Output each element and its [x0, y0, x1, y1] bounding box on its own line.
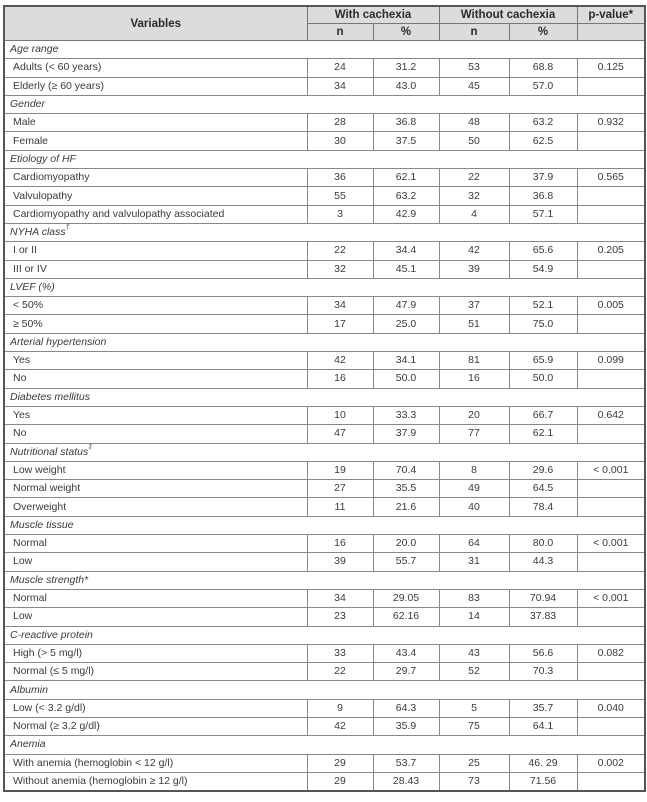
- cell-pvalue: 0.642: [577, 406, 645, 424]
- group-title-text: LVEF (%): [10, 281, 55, 293]
- group-row-anemia: [4, 736, 645, 754]
- table-row: [4, 406, 645, 424]
- row-label: Low weight: [4, 461, 307, 479]
- cell-n-without: 75: [439, 717, 509, 735]
- cell-n-without: 49: [439, 480, 509, 498]
- cell-n-with: 47: [307, 425, 373, 443]
- cell-n-without: 52: [439, 663, 509, 681]
- cell-pct-with: 34.4: [373, 242, 439, 260]
- cell-pct-without: 66.7: [509, 406, 577, 424]
- cell-pct-without: 44.3: [509, 553, 577, 571]
- row-label: Overweight: [4, 498, 307, 516]
- row-label: < 50%: [4, 297, 307, 315]
- table-row: [4, 535, 645, 553]
- cell-n-with: 3: [307, 205, 373, 223]
- cell-pct-with: 20.0: [373, 535, 439, 553]
- cell-pct-with: 45.1: [373, 260, 439, 278]
- cell-pct-without: 78.4: [509, 498, 577, 516]
- group-title: [4, 150, 645, 168]
- cell-n-without: 64: [439, 535, 509, 553]
- cell-pct-without: 56.6: [509, 644, 577, 662]
- cell-pct-with: 63.2: [373, 187, 439, 205]
- row-label: Male: [4, 114, 307, 132]
- cell-pvalue: 0.040: [577, 699, 645, 717]
- cell-pct-with: 21.6: [373, 498, 439, 516]
- row-label: Cardiomyopathy and valvulopathy associated: [4, 205, 307, 223]
- table-row: [4, 169, 645, 187]
- footnote-marker: ‡: [88, 443, 93, 451]
- group-title: [4, 736, 645, 754]
- cell-n-with: 36: [307, 169, 373, 187]
- cell-n-without: 53: [439, 59, 509, 77]
- cell-pct-with: 36.8: [373, 114, 439, 132]
- cell-pct-without: 63.2: [509, 114, 577, 132]
- row-label: No: [4, 425, 307, 443]
- group-row-nutritional-status: [4, 443, 645, 461]
- cell-pct-with: 43.0: [373, 77, 439, 95]
- cell-n-without: 22: [439, 169, 509, 187]
- group-row-c-reactive-protein: [4, 626, 645, 644]
- group-row-arterial-hypertension: [4, 333, 645, 351]
- table-row: [4, 644, 645, 662]
- group-title-text: Etiology of HF: [10, 152, 76, 165]
- table-row: [4, 260, 645, 278]
- cell-pct-without: 37.83: [509, 608, 577, 626]
- row-label: Normal (≥ 3.2 g/dl): [4, 717, 307, 735]
- table-row: [4, 498, 645, 516]
- cell-n-with: 28: [307, 114, 373, 132]
- cachexia-variables-table: [3, 5, 646, 792]
- row-label: Low (< 3.2 g/dl): [4, 699, 307, 717]
- row-label: Low: [4, 553, 307, 571]
- cell-n-without: 51: [439, 315, 509, 333]
- cell-pct-with: 35.9: [373, 717, 439, 735]
- cell-n-without: 73: [439, 772, 509, 791]
- row-label: Without anemia (hemoglobin ≥ 12 g/l): [4, 772, 307, 791]
- cell-n-with: 33: [307, 644, 373, 662]
- cell-pvalue: 0.125: [577, 59, 645, 77]
- table-row: [4, 315, 645, 333]
- subheader-n-without: n: [439, 24, 509, 41]
- cell-pvalue: < 0.001: [577, 589, 645, 607]
- group-title-text: Muscle tissue: [10, 518, 74, 531]
- table-row: [4, 297, 645, 315]
- cell-n-without: 5: [439, 699, 509, 717]
- cell-n-without: 31: [439, 553, 509, 571]
- cell-pct-with: 37.5: [373, 132, 439, 150]
- table-body: [4, 41, 645, 792]
- row-label: Elderly (≥ 60 years): [4, 77, 307, 95]
- cell-n-with: 19: [307, 461, 373, 479]
- table-row: [4, 717, 645, 735]
- group-title: [4, 95, 645, 113]
- cell-n-with: 10: [307, 406, 373, 424]
- cell-pct-without: 62.1: [509, 425, 577, 443]
- cell-n-without: 39: [439, 260, 509, 278]
- cell-n-with: 23: [307, 608, 373, 626]
- cell-pct-without: 37.9: [509, 169, 577, 187]
- cell-n-without: 77: [439, 425, 509, 443]
- group-title-text: Age range: [10, 43, 59, 56]
- subheader-pct-without: %: [509, 24, 577, 41]
- cell-pct-with: 62.16: [373, 608, 439, 626]
- cell-pvalue: 0.002: [577, 754, 645, 772]
- subheader-pvalue-empty: [577, 24, 645, 41]
- cell-pvalue: [577, 370, 645, 388]
- cell-n-with: 27: [307, 480, 373, 498]
- group-title: [4, 388, 645, 406]
- cell-pct-with: 25.0: [373, 315, 439, 333]
- cell-n-with: 34: [307, 77, 373, 95]
- table-row: [4, 114, 645, 132]
- group-row-diabetes-mellitus: [4, 388, 645, 406]
- table-row: [4, 205, 645, 223]
- table-row: [4, 187, 645, 205]
- table-row: [4, 132, 645, 150]
- row-label: ≥ 50%: [4, 315, 307, 333]
- cell-pct-without: 54.9: [509, 260, 577, 278]
- table-row: [4, 59, 645, 77]
- cell-pct-without: 70.3: [509, 663, 577, 681]
- cell-n-with: 11: [307, 498, 373, 516]
- group-title: [4, 223, 645, 241]
- cell-n-with: 32: [307, 260, 373, 278]
- cell-pvalue: 0.099: [577, 352, 645, 370]
- group-title: [4, 333, 645, 351]
- header-with-cachexia: With cachexia: [307, 6, 439, 24]
- cell-pct-with: 31.2: [373, 59, 439, 77]
- group-title-text: NYHA class: [10, 226, 66, 239]
- cell-n-without: 42: [439, 242, 509, 260]
- row-label: Normal (≤ 5 mg/l): [4, 663, 307, 681]
- cell-n-without: 4: [439, 205, 509, 223]
- cell-n-with: 29: [307, 754, 373, 772]
- header-variables: Variables: [4, 6, 307, 41]
- cell-n-without: 20: [439, 406, 509, 424]
- cell-pvalue: < 0.001: [577, 535, 645, 553]
- group-title: [4, 278, 645, 296]
- cell-pvalue: [577, 187, 645, 205]
- cell-pct-without: 35.7: [509, 699, 577, 717]
- cell-n-without: 83: [439, 589, 509, 607]
- footnote-marker: †: [65, 224, 70, 232]
- row-label: Yes: [4, 406, 307, 424]
- group-title-text: Albumin: [10, 683, 48, 696]
- row-label: Adults (< 60 years): [4, 59, 307, 77]
- table-row: [4, 663, 645, 681]
- cell-pct-with: 70.4: [373, 461, 439, 479]
- cell-pct-without: 64.5: [509, 480, 577, 498]
- cell-pvalue: [577, 498, 645, 516]
- table-row: [4, 242, 645, 260]
- cell-n-with: 17: [307, 315, 373, 333]
- cell-n-with: 22: [307, 663, 373, 681]
- cell-n-without: 16: [439, 370, 509, 388]
- row-label: High (> 5 mg/l): [4, 644, 307, 662]
- cell-pvalue: [577, 205, 645, 223]
- row-label: I or II: [4, 242, 307, 260]
- cell-n-without: 48: [439, 114, 509, 132]
- cell-pvalue: 0.082: [577, 644, 645, 662]
- cell-pct-with: 29.7: [373, 663, 439, 681]
- cell-pct-with: 62.1: [373, 169, 439, 187]
- row-label: Normal: [4, 589, 307, 607]
- cell-n-with: 42: [307, 717, 373, 735]
- cell-n-without: 50: [439, 132, 509, 150]
- table-header: [4, 6, 645, 41]
- cell-pct-with: 35.5: [373, 480, 439, 498]
- cell-pct-without: 65.9: [509, 352, 577, 370]
- cell-pct-with: 64.3: [373, 699, 439, 717]
- cell-n-with: 34: [307, 589, 373, 607]
- table-row: [4, 480, 645, 498]
- cell-pct-with: 43.4: [373, 644, 439, 662]
- table-row: [4, 589, 645, 607]
- table-row: [4, 461, 645, 479]
- cell-n-without: 14: [439, 608, 509, 626]
- cell-pvalue: 0.205: [577, 242, 645, 260]
- row-label: Yes: [4, 352, 307, 370]
- cell-pct-with: 53.7: [373, 754, 439, 772]
- group-title: [4, 516, 645, 534]
- cell-n-with: 30: [307, 132, 373, 150]
- cell-pvalue: [577, 717, 645, 735]
- cell-pvalue: [577, 132, 645, 150]
- cell-pct-without: 57.1: [509, 205, 577, 223]
- row-label: Low: [4, 608, 307, 626]
- cell-pct-with: 47.9: [373, 297, 439, 315]
- cell-pct-without: 70.94: [509, 589, 577, 607]
- cell-pct-without: 68.8: [509, 59, 577, 77]
- group-title-text: Muscle strength*: [10, 573, 89, 586]
- table-row: [4, 772, 645, 791]
- table-row: [4, 699, 645, 717]
- group-row-gender: [4, 95, 645, 113]
- cell-pvalue: [577, 663, 645, 681]
- table-row: [4, 425, 645, 443]
- cell-n-without: 37: [439, 297, 509, 315]
- cell-n-with: 42: [307, 352, 373, 370]
- group-title-text: C-reactive protein: [10, 628, 93, 641]
- cell-pct-without: 65.6: [509, 242, 577, 260]
- row-label: With anemia (hemoglobin < 12 g/l): [4, 754, 307, 772]
- group-row-muscle-tissue: [4, 516, 645, 534]
- cell-pvalue: 0.932: [577, 114, 645, 132]
- cell-pvalue: [577, 425, 645, 443]
- group-title: [4, 571, 645, 589]
- cell-pct-with: 33.3: [373, 406, 439, 424]
- cell-pct-with: 55.7: [373, 553, 439, 571]
- group-title-text: Arterial hypertension: [10, 335, 107, 348]
- cell-pct-without: 64.1: [509, 717, 577, 735]
- cell-pct-without: 50.0: [509, 370, 577, 388]
- group-row-nyha-class: [4, 223, 645, 241]
- row-label: Normal weight: [4, 480, 307, 498]
- table-row: [4, 370, 645, 388]
- table-row: [4, 352, 645, 370]
- cell-pct-without: 75.0: [509, 315, 577, 333]
- cell-n-without: 8: [439, 461, 509, 479]
- table-row: [4, 754, 645, 772]
- group-title: [4, 626, 645, 644]
- cell-n-with: 34: [307, 297, 373, 315]
- group-row-muscle-strength: [4, 571, 645, 589]
- cell-n-without: 25: [439, 754, 509, 772]
- group-row-etiology-of-hf: [4, 150, 645, 168]
- cell-pvalue: [577, 608, 645, 626]
- cell-n-with: 29: [307, 772, 373, 791]
- cell-n-with: 55: [307, 187, 373, 205]
- cell-pct-with: 42.9: [373, 205, 439, 223]
- cell-pct-without: 57.0: [509, 77, 577, 95]
- group-title-text: Diabetes mellitus: [10, 390, 90, 403]
- cell-pct-without: 52.1: [509, 297, 577, 315]
- cell-pct-with: 50.0: [373, 370, 439, 388]
- group-title-text: Anemia: [10, 738, 46, 751]
- table-row: [4, 608, 645, 626]
- table-row: [4, 553, 645, 571]
- cell-pvalue: [577, 77, 645, 95]
- cell-n-with: 39: [307, 553, 373, 571]
- header-pvalue: p-value*: [577, 6, 645, 24]
- row-label: Cardiomyopathy: [4, 169, 307, 187]
- cell-pvalue: [577, 260, 645, 278]
- subheader-pct-with: %: [373, 24, 439, 41]
- cell-n-without: 45: [439, 77, 509, 95]
- cell-n-without: 32: [439, 187, 509, 205]
- cell-pct-without: 71.56: [509, 772, 577, 791]
- cell-pct-without: 46. 29: [509, 754, 577, 772]
- cell-pct-without: 80.0: [509, 535, 577, 553]
- row-label: Valvulopathy: [4, 187, 307, 205]
- subheader-n-with: n: [307, 24, 373, 41]
- table-row: [4, 77, 645, 95]
- group-row-lvef: [4, 278, 645, 296]
- cell-pct-with: 29.05: [373, 589, 439, 607]
- cell-pvalue: [577, 553, 645, 571]
- group-title: [4, 443, 645, 461]
- group-title: [4, 681, 645, 699]
- cell-pct-without: 62.5: [509, 132, 577, 150]
- cell-pct-with: 34.1: [373, 352, 439, 370]
- cell-pvalue: 0.005: [577, 297, 645, 315]
- cell-pvalue: [577, 480, 645, 498]
- cell-pct-with: 37.9: [373, 425, 439, 443]
- cell-n-with: 16: [307, 370, 373, 388]
- cell-pct-without: 36.8: [509, 187, 577, 205]
- cell-n-with: 16: [307, 535, 373, 553]
- group-title-text: Nutritional status: [10, 445, 89, 458]
- cell-n-without: 40: [439, 498, 509, 516]
- group-title: [4, 41, 645, 59]
- cell-n-with: 24: [307, 59, 373, 77]
- cell-pct-without: 29.6: [509, 461, 577, 479]
- cell-n-with: 9: [307, 699, 373, 717]
- cell-pvalue: < 0.001: [577, 461, 645, 479]
- header-without-cachexia: Without cachexia: [439, 6, 577, 24]
- row-label: Normal: [4, 535, 307, 553]
- row-label: Female: [4, 132, 307, 150]
- group-title-text: Gender: [10, 98, 46, 111]
- cell-n-without: 43: [439, 644, 509, 662]
- cell-pvalue: [577, 315, 645, 333]
- cell-n-with: 22: [307, 242, 373, 260]
- cell-pvalue: [577, 772, 645, 791]
- cell-pct-with: 28.43: [373, 772, 439, 791]
- group-row-albumin: [4, 681, 645, 699]
- group-row-age-range: [4, 41, 645, 59]
- row-label: III or IV: [4, 260, 307, 278]
- cell-n-without: 81: [439, 352, 509, 370]
- cell-pvalue: 0.565: [577, 169, 645, 187]
- row-label: No: [4, 370, 307, 388]
